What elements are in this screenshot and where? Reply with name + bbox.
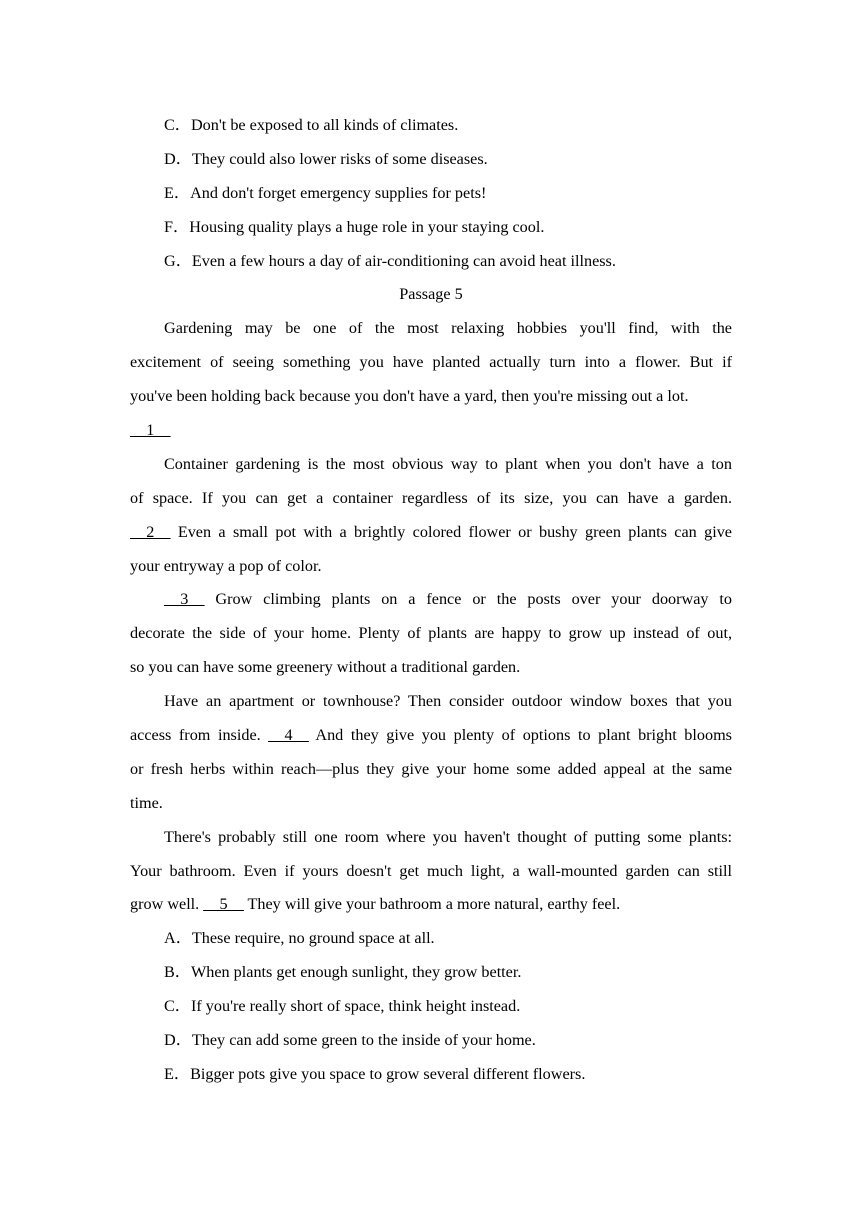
paragraph-2-line-2: of space. If you can get a container regardless of its size, you can have a garden. xyxy=(130,488,732,507)
paragraph-text: And they give you plenty of options to plant bright blooms xyxy=(308,726,732,745)
paragraph-5-line-3 xyxy=(130,888,732,922)
option-letter: E． xyxy=(164,1064,191,1083)
option-letter: E． xyxy=(164,183,191,202)
paragraph-text: They will give your bathroom a more natural, earthy feel. xyxy=(243,895,621,914)
option-letter: A． xyxy=(164,929,192,948)
page-content xyxy=(130,109,732,1092)
prev-option-d xyxy=(130,143,732,177)
paragraph-1-line-1: Gardening may be one of the most relaxing hobbies you'll find, with the xyxy=(164,319,732,338)
paragraph-1-line-3: you've been holding back because you don't have a yard, then you're missing out a lot. xyxy=(130,387,689,406)
paragraph-3-line-3: so you can have some greenery without a traditional garden. xyxy=(130,658,521,677)
option-letter: F． xyxy=(164,217,190,236)
option-c xyxy=(130,990,732,1024)
option-text: Don't be exposed to all kinds of climates. xyxy=(190,116,459,134)
paragraph-text: access from inside. xyxy=(130,726,269,745)
blank-2: __2__ xyxy=(130,522,171,541)
paragraph-1-line-2: excitement of seeing something you have planted actually turn into a flower. But if xyxy=(130,353,732,372)
prev-option-g xyxy=(130,245,732,279)
blank-3: __3__ xyxy=(164,590,205,609)
paragraph-4-line-1: Have an apartment or townhouse? Then consider outdoor window boxes that you xyxy=(164,692,732,711)
blank-1: __1__ xyxy=(130,421,171,440)
paragraph-2-line-1: Container gardening is the most obvious way to plant when you don't have a ton xyxy=(164,454,732,473)
paragraph-4-line-2 xyxy=(130,719,732,753)
passage-title: Passage 5 xyxy=(399,285,463,304)
paragraph-2-line-4: your entryway a pop of color. xyxy=(130,556,322,575)
paragraph-1-line-4 xyxy=(130,414,732,448)
paragraph-4-line-4: time. xyxy=(130,793,163,812)
option-text: They could also lower risks of some diseases. xyxy=(191,149,488,168)
paragraph-5-line-1: There's probably still one room where you haven't thought of putting some plants: xyxy=(164,827,732,846)
paragraph-text: grow well. xyxy=(130,895,204,914)
paragraph-text: Grow climbing plants on a fence or the posts over your doorway to xyxy=(204,590,732,609)
blank-5: __5__ xyxy=(203,895,244,914)
paragraph-5-line-2: Your bathroom. Even if yours doesn't get much light, a wall-mounted garden can still xyxy=(130,861,732,880)
prev-option-e xyxy=(130,177,732,211)
option-e xyxy=(130,1058,732,1092)
paragraph-3-line-2: decorate the side of your home. Plenty of plants are happy to grow up instead of out, xyxy=(130,624,732,643)
paragraph-4-line-3: or fresh herbs within reach—plus they give your home some added appeal at the same xyxy=(130,759,732,778)
option-text: They can add some green to the inside of your home. xyxy=(191,1031,536,1050)
prev-option-f xyxy=(130,211,732,245)
option-b xyxy=(130,956,732,990)
paragraph-text: Even a small pot with a brightly colored flower or bushy green plants can give xyxy=(170,522,732,541)
option-letter: G． xyxy=(164,251,192,270)
option-d xyxy=(130,1024,732,1058)
option-text: If you're really short of space, think height instead. xyxy=(190,997,521,1016)
option-letter: C． xyxy=(164,997,191,1016)
option-text: These require, no ground space at all. xyxy=(191,929,435,948)
blank-4: __4__ xyxy=(268,726,309,745)
prev-option-c xyxy=(130,109,732,143)
option-text: When plants get enough sunlight, they grow better. xyxy=(190,963,522,982)
paragraph-2-line-3 xyxy=(130,516,732,550)
option-text: Even a few hours a day of air-conditioning can avoid heat illness. xyxy=(191,251,616,270)
option-text: And don't forget emergency supplies for pets! xyxy=(190,183,487,202)
option-text: Housing quality plays a huge role in your staying cool. xyxy=(189,217,545,236)
option-letter: D． xyxy=(164,149,192,168)
option-text: Bigger pots give you space to grow several different flowers. xyxy=(190,1064,586,1083)
option-letter: B． xyxy=(164,963,191,982)
paragraph-3-line-1 xyxy=(130,583,732,617)
option-letter: C． xyxy=(164,116,191,134)
option-a xyxy=(130,922,732,956)
option-letter: D． xyxy=(164,1031,192,1050)
